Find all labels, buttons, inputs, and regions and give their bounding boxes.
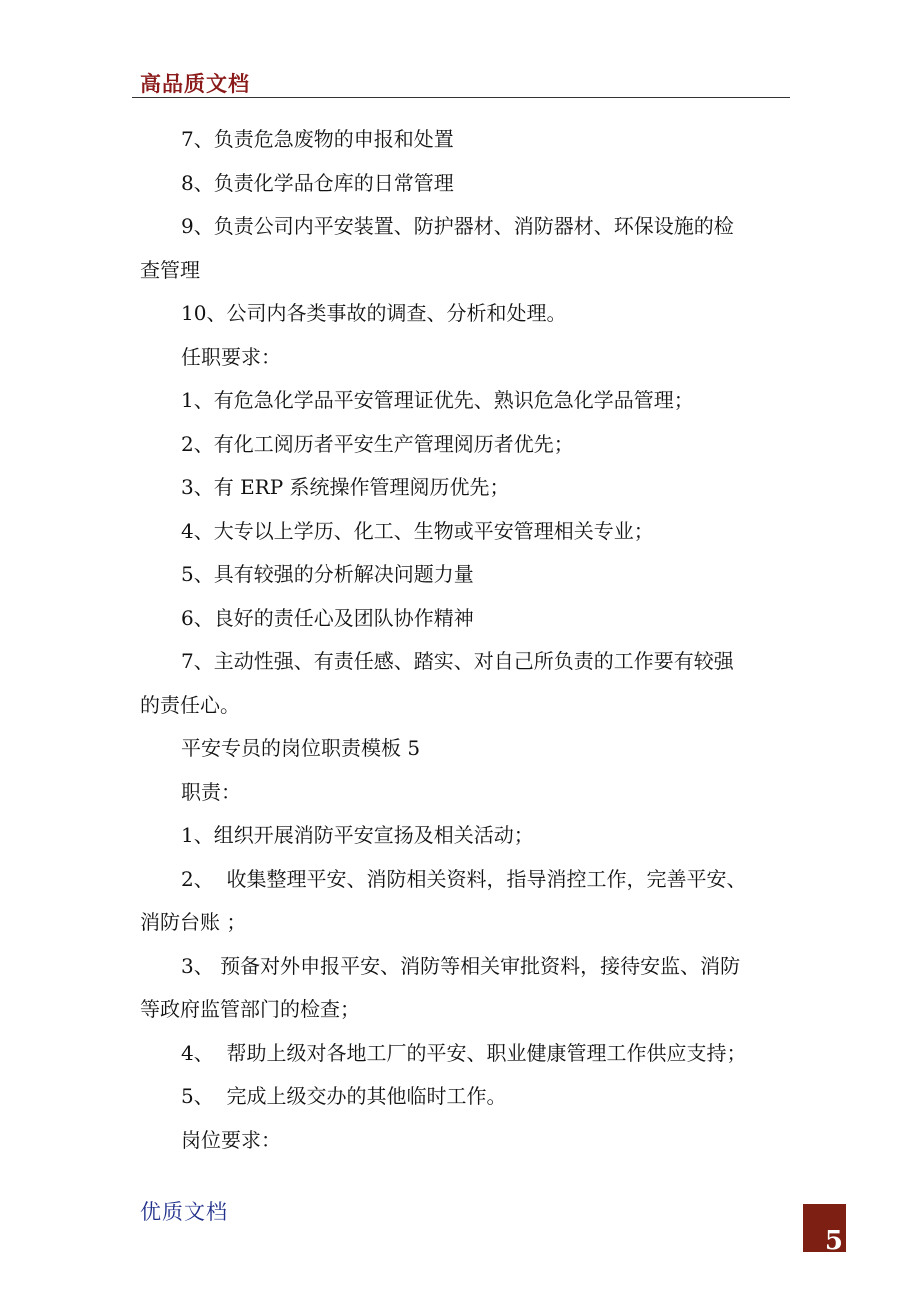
requirement-item-7: 7、主动性强、有责任感、踏实、对自己所负责的工作要有较强	[181, 649, 734, 673]
duty-item-9-continued: 查管理	[140, 257, 200, 282]
duty-item-4: 4、 帮助上级对各地工厂的平安、职业健康管理工作供应支持；	[181, 1040, 747, 1065]
duty-item-1: 1、组织开展消防平安宣扬及相关活动；	[181, 823, 534, 847]
page-number-badge	[803, 1204, 846, 1256]
document-body	[140, 118, 790, 1162]
section-heading-duties: 职责：	[181, 779, 241, 804]
requirement-item-1: 1、有危急化学品平安管理证优先、熟识危急化学品管理；	[181, 388, 694, 412]
template-title: 平安专员的岗位职责模板 5	[181, 736, 421, 760]
duty-item-2-continued: 消防台账 ；	[140, 910, 247, 934]
duty-item-7: 7、负责危急废物的申报和处置	[181, 127, 454, 151]
requirement-item-3: 3、有 ERP 系统操作管理阅历优先；	[181, 475, 510, 499]
section-heading-requirements: 任职要求：	[181, 344, 281, 369]
header-title: 高品质文档	[140, 72, 250, 96]
requirement-item-6: 6、良好的责任心及团队协作精神	[181, 605, 474, 630]
requirement-item-5: 5、具有较强的分析解决问题力量	[181, 562, 474, 586]
duty-item-9: 9、负责公司内平安装置、防护器材、消防器材、环保设施的检	[181, 214, 734, 238]
footer-title: 优质文档	[140, 1200, 228, 1224]
requirement-item-4: 4、大专以上学历、化工、生物或平安管理相关专业；	[181, 518, 654, 543]
duty-item-2: 2、 收集整理平安、消防相关资料，指导消控工作，完善平安、	[181, 866, 747, 891]
page-number: 5	[824, 1226, 843, 1256]
header-divider	[132, 97, 790, 98]
section-heading-post-requirements: 岗位要求：	[181, 1127, 281, 1152]
duty-item-8: 8、负责化学品仓库的日常管理	[181, 170, 454, 195]
duty-item-3: 3、 预备对外申报平安、消防等相关审批资料，接待安监、消防	[181, 953, 741, 978]
duty-item-5: 5、 完成上级交办的其他临时工作。	[181, 1084, 507, 1108]
requirement-item-2: 2、有化工阅历者平安生产管理阅历者优先；	[181, 431, 574, 456]
requirement-item-7-continued: 的责任心。	[140, 692, 240, 717]
duty-item-3-continued: 等政府监管部门的检查；	[140, 997, 360, 1021]
duty-item-10: 10、公司内各类事故的调查、分析和处理。	[181, 301, 567, 325]
